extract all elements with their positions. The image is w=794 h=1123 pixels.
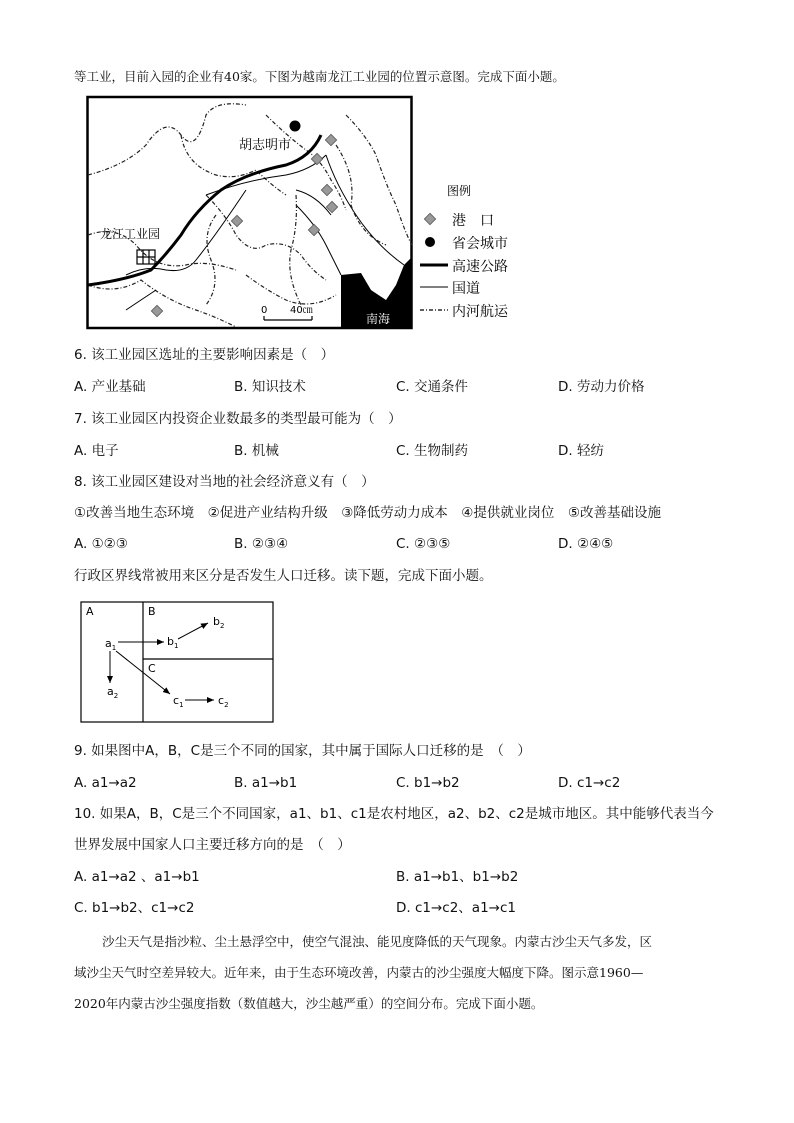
a1-label: $a_1$ [105,637,117,652]
migration-diagram [80,601,276,725]
scale-zero: 0 [261,305,268,316]
intro-text: 等工业，目前入园的企业有40家。下图为越南龙江工业园的位置示意图。完成下面小题。 [74,69,565,84]
location-map [86,95,526,331]
migration-intro: 行政区界线常被用来区分是否发生人口迁移。读下题，完成下面小题。 [74,568,493,584]
legend-capital: 省会城市 [452,236,508,252]
q10-option-c[interactable]: C. b1→b2、c1→c2 [74,900,195,916]
b1-label: $b_1$ [167,635,179,650]
park-label: 龙江工业园 [100,227,161,241]
legend-title: 图例 [447,184,472,198]
dust-text-line3: 2020年内蒙古沙尘强度指数（数值越大，沙尘越严重）的空间分布。完成下面小题。 [74,996,544,1011]
capital-marker [290,121,301,132]
b2-label: $b_2$ [213,615,225,630]
region-a-label: A [86,605,94,618]
q9-option-d[interactable]: D. c1→c2 [558,775,621,791]
a2-label: $a_2$ [107,685,119,700]
c1-label: $c_1$ [173,694,184,709]
q8-option-c[interactable]: C. ②③⑤ [396,536,451,552]
q9-option-a[interactable]: A. a1→a2 [74,775,137,791]
city-label: 胡志明市 [239,138,292,153]
q7-option-c[interactable]: C. 生物制药 [396,443,469,459]
legend-expressway: 高速公路 [452,259,508,275]
q9-option-c[interactable]: C. b1→b2 [396,775,460,791]
q10-stem-line2: 世界发展中国家人口主要迁移方向的是 （ ） [74,837,351,853]
dust-text-line2: 域沙尘天气时空差异较大。近年来，由于生态环境改善，内蒙古的沙尘强度大幅度下降。图示意1960— [74,965,644,980]
q8-option-d[interactable]: D. ②④⑤ [558,536,614,552]
q6-option-c[interactable]: C. 交通条件 [396,379,469,395]
q9-stem: 9. 如果图中A，B，C是三个不同的国家，其中属于国际人口迁移的是 （ ） [74,743,531,759]
c2-label: $c_2$ [218,694,229,709]
dust-text-line1: 沙尘天气是指沙粒、尘土悬浮空中，使空气混浊、能见度降低的天气现象。内蒙古沙尘天气多发，区 [102,934,653,949]
q9-option-b[interactable]: B. a1→b1 [234,775,298,791]
q8-stem: 8. 该工业园区建设对当地的社会经济意义有（ ） [74,474,375,490]
q10-option-a[interactable]: A. a1→a2 、a1→b1 [74,869,200,885]
q8-statements: ①改善当地生态环境 ②促进产业结构升级 ③降低劳动力成本 ④提供就业岗位 ⑤改善基础设施 [74,505,662,521]
region-c-label: C [148,662,156,675]
q8-option-b[interactable]: B. ②③④ [234,536,289,552]
region-b-label: B [148,605,156,618]
q10-stem-line1: 10. 如果A，B，C是三个不同国家，a1、b1、c1是农村地区，a2、b2、c2是城市地区。其中能够代表当今 [74,806,714,822]
q10-option-d[interactable]: D. c1→c2、a1→c1 [396,900,516,916]
sea-label: 南海 [366,312,391,326]
q6-option-b[interactable]: B. 知识技术 [234,379,306,395]
q7-option-b[interactable]: B. 机械 [234,443,279,459]
q10-option-b[interactable]: B. a1→b1、b1→b2 [396,869,519,885]
q6-option-d[interactable]: D. 劳动力价格 [558,379,645,395]
legend-waterway: 内河航运 [452,304,508,320]
legend-road: 国道 [452,281,480,297]
legend-port-icon [424,213,435,224]
map-legend [420,183,509,320]
legend-port: 港 口 [452,213,494,229]
legend-capital-icon [425,237,435,247]
q8-option-a[interactable]: A. ①②③ [74,536,128,552]
q7-option-d[interactable]: D. 轻纺 [558,443,604,459]
q6-stem: 6. 该工业园区选址的主要影响因素是（ ） [74,347,335,363]
q7-stem: 7. 该工业园区内投资企业数最多的类型最可能为（ ） [74,411,402,427]
q6-option-a[interactable]: A. 产业基础 [74,379,146,395]
scale-distance: 40㎝ [290,305,313,316]
q7-option-a[interactable]: A. 电子 [74,443,119,459]
